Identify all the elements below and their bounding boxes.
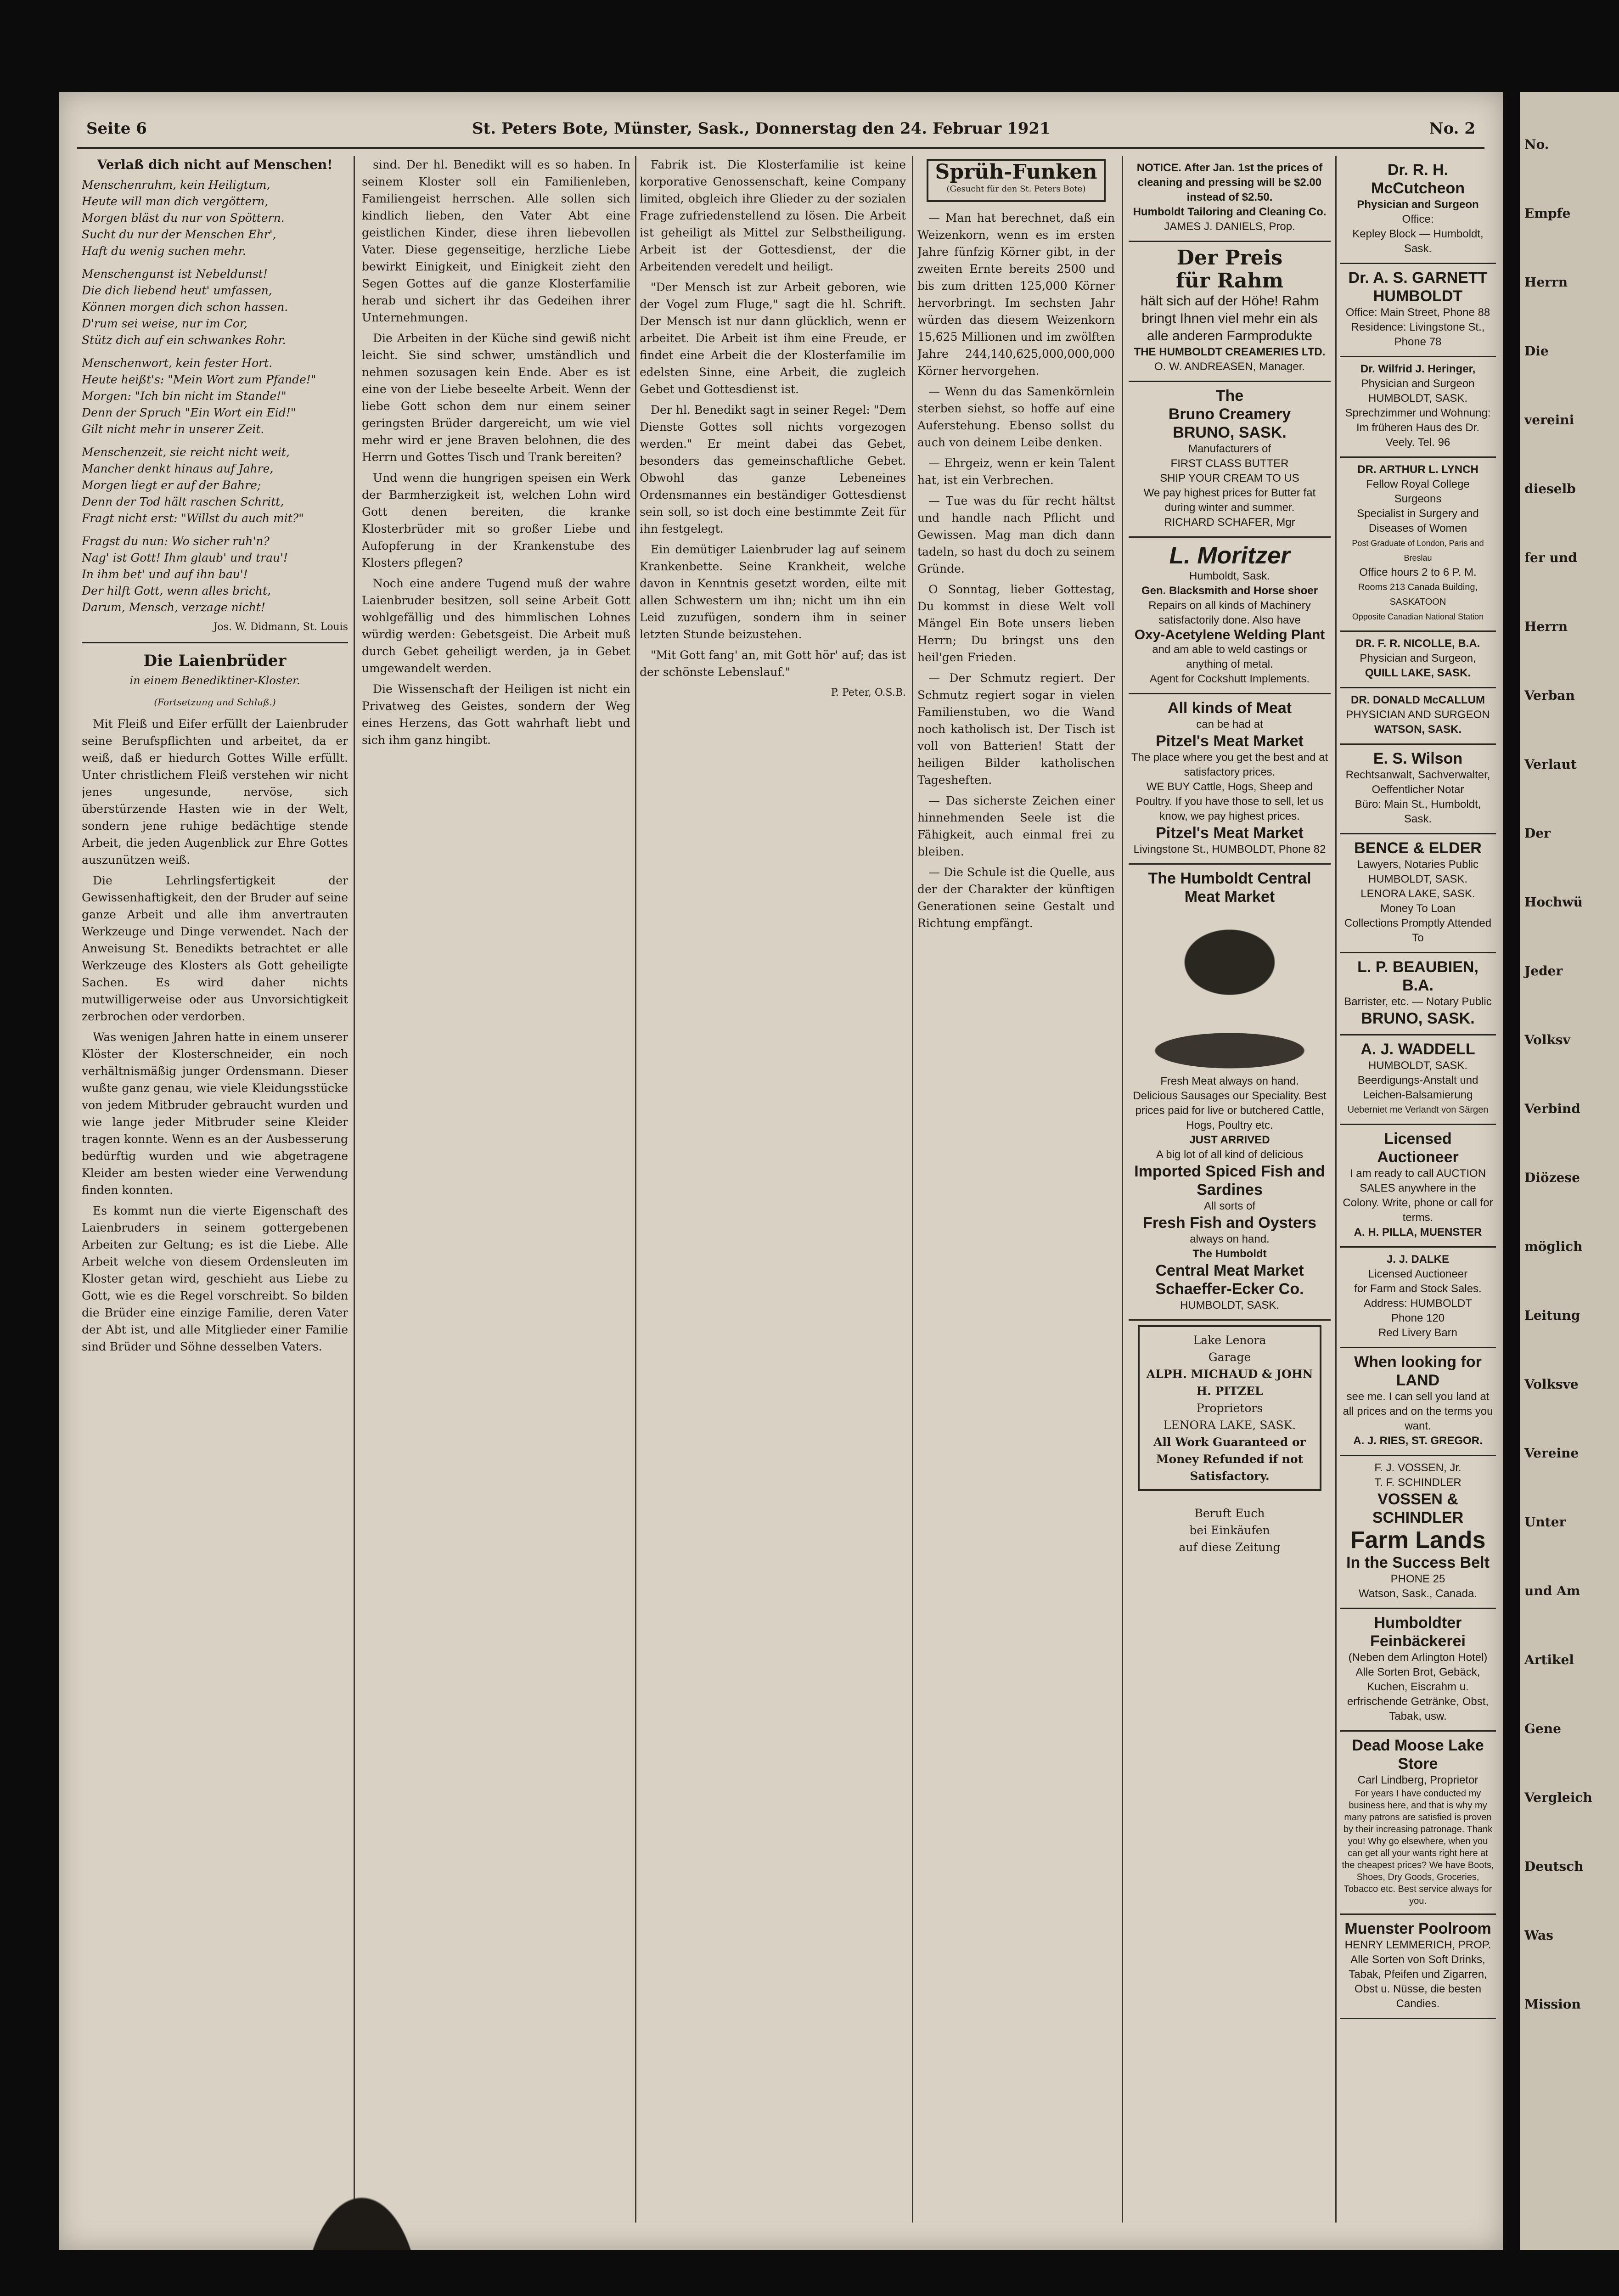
ad-mccallum [1340, 688, 1496, 745]
ad-text: Proprietors [1196, 1401, 1263, 1415]
ad-text: Gen. Blacksmith and Horse shoer [1141, 585, 1318, 597]
ad-text: Licensed Auctioneer [1368, 1268, 1468, 1280]
poem-line: Mancher denkt hinaus auf Jahre, [82, 462, 274, 475]
ad-feinbaeckerei [1340, 1609, 1496, 1732]
ad-lynch [1340, 458, 1496, 632]
ad-text: The Humboldt [1192, 1248, 1267, 1260]
poem-line: Fragst du nun: Wo sicher ruh'n? [82, 535, 270, 548]
poem-line: Die dich liebend heut' umfassen, [82, 284, 272, 297]
ad-text: Repairs on all kinds of Machinery satisfactorily done. Also have [1148, 599, 1311, 626]
meat-illustration [1142, 1030, 1317, 1071]
ad-the: The [1215, 387, 1244, 405]
ad-text: JUST ARRIVED [1189, 1134, 1270, 1146]
ad-name: A. J. RIES, ST. GREGOR. [1353, 1435, 1483, 1447]
ad-text: for Farm and Stock Sales. [1354, 1283, 1482, 1295]
column-divider [1335, 156, 1337, 2223]
poem-line: Darum, Mensch, verzage nicht! [82, 601, 265, 614]
ad-address: Büro: Main St., Humboldt, Sask. [1355, 798, 1481, 825]
thumb-shadow [288, 2167, 435, 2250]
ad-text: Lawyers, Notaries Public [1357, 858, 1479, 871]
newspaper-page [59, 92, 1503, 2250]
strip-line: Der [1524, 826, 1551, 841]
poem-line: Können morgen dich schon hassen. [82, 300, 288, 314]
ad-title: Licensed Auctioneer [1377, 1130, 1459, 1166]
ad-text: F. J. VOSSEN, Jr. [1374, 1462, 1462, 1474]
article-paragraph: Noch eine andere Tugend muß der wahre Laienbruder besitzen, soll seine Arbeit Gott wohlgefällig und des himmlischen Lohnes würdig werden: Gebetsgeist. Die Arbeit muß durch Gebet geheiligt werden, ja in Gebet umgewandelt werden. [362, 577, 630, 675]
ad-manager: RICHARD SCHAFER, Mgr [1164, 516, 1295, 529]
ad-text: In the Success Belt [1346, 1554, 1490, 1571]
poem-line: Stütz dich auf ein schwankes Rohr. [82, 333, 286, 347]
ad-manager: O. W. ANDREASEN, Manager. [1154, 360, 1305, 373]
strip-line: Volksve [1524, 1377, 1579, 1392]
ad-company: Pitzel's Meat Market [1156, 824, 1304, 842]
ad-tailoring [1129, 156, 1331, 242]
cow-illustration [1142, 911, 1317, 1025]
ad-company: Bruno Creamery [1168, 405, 1291, 423]
strip-line: Vereine [1524, 1446, 1579, 1461]
masthead-line: St. Peters Bote, Münster, Sask., Donnerstag den 24. Februar 1921 [472, 119, 1051, 138]
article-paragraph: Fabrik ist. Die Klosterfamilie ist keine korporative Genossenschaft, keine Company limited, obgleich ihre Glieder zu der sozialen Frage zufriedenstellend zu lösen. Die Arbeit ist geheiligt als Mittel zur Selbstheiligung. Arbeit ist der Gottesdienst, der die Arbeitenden veredelt und heiligt. [640, 158, 906, 273]
ad-creameries [1129, 242, 1331, 382]
strip-line: No. [1524, 137, 1549, 152]
poem-line: Heute heißt's: "Mein Wort zum Pfande!" [82, 373, 316, 386]
ad-ries [1340, 1348, 1496, 1456]
poem-line: Denn der Tod hält raschen Schritt, [82, 495, 284, 508]
ad-title: Der Preis [1176, 246, 1283, 270]
column-divider [1122, 156, 1123, 2223]
ad-text: bei Einkäufen [1189, 1524, 1270, 1537]
ad-vossen-schindler [1340, 1456, 1496, 1609]
ad-text: For years I have conducted my business here, and that is why my many patrons are satisfied is proven by their increasing patronage. Thank you! Why go elsewhere, when you can get all your wants right here at the cheapest prices? We have Boots, Shoes, Dry Goods, Groceries, Tobacco etc. Best service always for you. [1342, 1789, 1494, 1906]
article-paragraph: Mit Fleiß und Eifer erfüllt der Laienbruder seine Berufspflichten und arbeitet, da er weiß, daß er hiedurch Gottes Wille erfüllt. Unter christlichem Fleiß verstehen wir nicht jenes ungesunde, nervöse, sich überstürzende Hasten wie in der Welt, sondern jene ruhige bedächtige stende Arbeit, die jeden Augenblick zur Ehre Gottes auszunützen weiß. [82, 717, 348, 867]
ad-text: and am able to weld castings or anything of metal. [1152, 643, 1307, 670]
article-continued: (Fortsetzung und Schluß.) [154, 697, 276, 708]
ad-text: always on hand. [1190, 1233, 1270, 1245]
ad-heringer [1340, 357, 1496, 458]
ad-company: Garage [1208, 1351, 1251, 1364]
ad-town: BRUNO, SASK. [1173, 424, 1287, 441]
ad-name: E. S. Wilson [1373, 750, 1463, 767]
ad-name: Dr. Wilfrid J. Heringer, [1360, 363, 1476, 375]
ad-address: Rooms 213 Canada Building, SASKATOON [1358, 582, 1478, 607]
ad-town: Watson, Sask., Canada. [1359, 1587, 1477, 1600]
sprueh-subtitle: (Gesucht für den St. Peters Bote) [946, 184, 1086, 194]
ad-name: DR. ARTHUR L. LYNCH [1357, 463, 1478, 476]
ad-text: All Work Guaranteed or Money Refunded if not Satisfactory. [1153, 1435, 1306, 1483]
ad-text: Office: [1402, 213, 1434, 225]
poem-line: Morgen bläst du nur von Spöttern. [82, 211, 285, 225]
ad-town: Humboldt, Sask. [1189, 570, 1270, 582]
ad-name: DR. F. R. NICOLLE, B.A. [1355, 637, 1480, 650]
ad-text: Physician and Surgeon [1357, 198, 1479, 211]
ad-text: FIRST CLASS BUTTER [1170, 457, 1289, 470]
strip-line: Unter [1524, 1514, 1566, 1530]
ad-text: Office: Main Street, Phone 88 [1345, 306, 1490, 319]
ad-text: Beerdigungs-Anstalt und Leichen-Balsamierung [1357, 1074, 1478, 1101]
poem-title: Verlaß dich nicht auf Menschen! [97, 157, 333, 172]
ad-text: Rechtsanwalt, Sachverwalter, [1345, 769, 1490, 781]
page-header [59, 115, 1503, 147]
ad-town: HUMBOLDT, SASK. [1368, 873, 1468, 885]
sprueh-item: — Ehrgeiz, wenn er kein Talent hat, ist ein Verbrechen. [917, 456, 1115, 487]
article-title: Die Laienbrüder [143, 652, 287, 670]
issue-number: No. 2 [1429, 119, 1475, 138]
ad-moritzer [1129, 538, 1331, 694]
strip-line: möglich [1524, 1239, 1583, 1254]
ad-title: für Rahm [1175, 269, 1284, 293]
article-paragraph: Der hl. Benedikt sagt in seiner Regel: "Dem Dienste Gottes soll nichts vorgezogen werden." Er meint dabei das Gebet, besonders das gemeinschaftliche Gebet. Obwohl das ganze Lebeneines Ordensmannes ein beständiger Gottesdienst sein soll, so ist doch eine bestimmte Zeit für ihn festgelegt. [640, 403, 906, 535]
strip-line: Vergleich [1524, 1790, 1592, 1805]
strip-line: dieselb [1524, 481, 1576, 496]
ad-text: Delicious Sausages our Speciality. Best prices paid for live or butchered Cattle, Hogs, Poultry etc. [1133, 1090, 1327, 1131]
strip-line: Verbind [1524, 1101, 1580, 1116]
poem-line: Nag' ist Gott! Ihm glaub' und trau'! [82, 551, 288, 564]
poem-line: Der hilft Gott, wenn alles bricht, [82, 584, 271, 597]
ad-beruft-euch [1129, 1496, 1331, 1556]
strip-line: Verlaut [1524, 757, 1577, 772]
ad-text: I am ready to call AUCTION SALES anywhere in the Colony. Write, phone or call for terms. [1343, 1167, 1493, 1224]
ad-text: Collections Promptly Attended To [1344, 917, 1492, 944]
article-paragraph: "Der Mensch ist zur Arbeit geboren, wie der Vogel zum Fluge," sagt die hl. Schrift. Der Mensch ist nur dann glücklich, wenn er arbeitet. Die Arbeit ist ihm eine Freude, er findet eine Arbeit die der Klosterfamilie im edelsten Sinne, eine Arbeit, die zugleich Gebet und Gottesdienst ist. [640, 281, 906, 396]
poem-line: Fragt nicht erst: "Willst du auch mit?" [82, 512, 304, 525]
ad-town: WATSON, SASK. [1374, 723, 1462, 736]
sprueh-item: — Der Schmutz regiert. Der Schmutz regiert sogar in vielen Familienstuben, wo die Wand noch katholisch ist. Der Tisch ist voll von Batterien! Statt der heiligen Bilder katholischen Tagesheften. [917, 671, 1115, 787]
sprueh-item: — Tue was du für recht hältst und handle nach Pflicht und Gewissen. Mag man dich dann tadeln, so hast du doch zu seinem Gründe. [917, 494, 1115, 575]
sprueh-item: — Die Schule ist die Quelle, aus der der Charakter der künftigen Generationen seine Gestalt und Richtung empfängt. [917, 866, 1115, 930]
poem-line: Morgen: "Ich bin nicht im Stande!" [82, 389, 287, 403]
ad-text: Sprechzimmer und Wohnung: Im früheren Haus des Dr. Veely. Tel. 96 [1345, 407, 1491, 449]
article-paragraph: Ein demütiger Laienbruder lag auf seinem Krankenbette. Seine Krankheit, welche davon in Kenntnis gesetzt worden, eilte mit allen Schwestern um ihn; nicht um ihn ein Leid zuzufügen, sondern ihm in seiner letzten Stunde beizustehen. [640, 543, 906, 641]
ad-muenster-poolroom [1340, 1915, 1496, 2019]
ad-text: can be had at [1196, 718, 1263, 731]
ad-text: Opposite Canadian National Station [1352, 612, 1484, 621]
ad-text: Fresh Meat always on hand. [1160, 1075, 1299, 1087]
strip-line: Mission [1524, 1997, 1581, 2012]
ad-text: Oxy-Acetylene Welding Plant [1134, 627, 1325, 642]
ad-text: PHYSICIAN AND SURGEON [1346, 709, 1490, 721]
ad-bruno-creamery [1129, 382, 1331, 538]
ad-company: Lake Lenora [1193, 1334, 1266, 1347]
ad-title: Muenster Poolroom [1344, 1920, 1491, 1937]
column-3 [640, 156, 906, 2223]
ad-text: Red Livery Barn [1378, 1327, 1458, 1339]
ad-mccutcheon [1340, 156, 1496, 264]
ad-text: see me. I can sell you land at all prices and on the terms you want. [1343, 1390, 1493, 1432]
header-rule [77, 147, 1484, 149]
ad-text: Physician and Surgeon, [1360, 652, 1476, 664]
ad-address: Address: HUMBOLDT [1363, 1297, 1473, 1310]
poem-line: In ihm bet' und auf ihn bau'! [82, 568, 248, 581]
ad-text: Central Meat Market [1155, 1262, 1304, 1279]
sprueh-item: O Sonntag, lieber Gottestag, Du kommst in diese Welt voll Mängel Ein Bote unsers lieben Herrn; Du bringst uns den heil'gen Frieden. [917, 583, 1115, 664]
ad-text: Residence: Livingstone St., Phone 78 [1351, 321, 1485, 348]
ad-text: SHIP YOUR CREAM TO US [1160, 472, 1299, 484]
strip-line: Jeder [1524, 963, 1563, 979]
ad-company: L. Moritzer [1169, 542, 1290, 569]
ad-title: The Humboldt Central Meat Market [1148, 870, 1311, 906]
poem-signature: Jos. W. Didmann, St. Louis [213, 621, 348, 633]
ad-text: Post Graduate of London, Paris and Breslau [1352, 539, 1484, 563]
ad-text: Beruft Euch [1194, 1507, 1265, 1520]
strip-line: Artikel [1524, 1652, 1574, 1667]
ad-town: LENORA LAKE, SASK. [1163, 1418, 1296, 1432]
article-paragraph: Die Lehrlingsfertigkeit der Gewissenhaftigkeit, den der Bruder auf seine ganze Arbeit und alle ihm anvertrauten Werkzeuge und Dinge verwendet. Nach der Anweisung St. Benedikts betrachtet er alle Werkzeuge des Klosters als Gott geheiligte Sachen. Es wird daher nichts mutwilligerweise oder aus Unvorsichtigkeit zerbrochen oder verdorben. [82, 874, 348, 1023]
strip-line: Hochwü [1524, 895, 1583, 910]
ad-dead-moose-lake-store [1340, 1732, 1496, 1915]
ad-town: HUMBOLDT, SASK. [1180, 1299, 1280, 1311]
poem-line: Heute will man dich vergöttern, [82, 195, 269, 208]
ad-title: When looking for LAND [1354, 1353, 1482, 1389]
poem-line: Sucht du nur der Menschen Ehr', [82, 228, 276, 241]
ad-waddell [1340, 1035, 1496, 1125]
ad-text: Barrister, etc. — Notary Public [1344, 996, 1492, 1008]
ad-company: Schaeffer-Ecker Co. [1155, 1280, 1304, 1298]
ad-title: Farm Lands [1350, 1527, 1486, 1553]
ad-text: (Neben dem Arlington Hotel) [1348, 1651, 1488, 1664]
ad-text: Money To Loan [1380, 902, 1456, 915]
poem-line: Menschenzeit, sie reicht nicht weit, [82, 445, 290, 459]
ad-text: hält sich auf der Höhe! Rahm bringt Ihnen viel mehr ein als alle anderen Farmprodukte [1140, 293, 1319, 343]
ad-name: A. H. PILLA, MUENSTER [1354, 1226, 1482, 1238]
ad-name: VOSSEN & SCHINDLER [1372, 1491, 1464, 1526]
ad-text: Fellow Royal College Surgeons [1366, 478, 1470, 505]
adjacent-page-strip [1520, 92, 1619, 2250]
ad-garnett [1340, 264, 1496, 357]
ad-text: Alle Sorten von Soft Drinks, Tabak, Pfeifen und Zigarren, Obst u. Nüsse, die besten Candies. [1349, 1953, 1487, 2010]
ad-title: Humboldter Feinbäckerei [1370, 1614, 1466, 1650]
column-divider [354, 156, 355, 2223]
page-number: Seite 6 [86, 119, 147, 138]
poem-line: D'rum sei weise, nur im Cor, [82, 317, 247, 330]
ad-text: Agent for Cockshutt Implements. [1149, 673, 1310, 685]
strip-line: Volksv [1524, 1032, 1570, 1047]
ad-address: Livingstone St., HUMBOLDT, Phone 82 [1133, 843, 1326, 855]
sprueh-item: — Man hat berechnet, daß ein Weizenkorn, wenn es im ersten Jahre fünfzig Körner gibt, in der zweiten Ernte bereits 2500 und bis zum dritten 125,000 Körner hervorbringt. Im sechsten Jahr würden das diesem Weizenkorn 15,625 Millionen und im zwölften Jahre 244,140,625,000,000,000 Körner hervorgehen. [917, 211, 1115, 377]
article-subtitle: in einem Benediktiner-Kloster. [129, 674, 300, 687]
strip-line: und Am [1524, 1583, 1580, 1598]
strip-line: Empfe [1524, 206, 1571, 221]
column-6-directory [1340, 156, 1496, 2223]
ad-dalke [1340, 1248, 1496, 1348]
ad-text: The place where you get the best and at satisfactory prices. [1131, 751, 1328, 778]
column-2 [362, 156, 630, 2223]
strip-line: Die [1524, 343, 1549, 359]
sprueh-funken-header [927, 159, 1106, 202]
strip-line: Diözese [1524, 1170, 1580, 1185]
ad-town: HUMBOLDT [1373, 287, 1463, 305]
column-5-ads [1129, 156, 1331, 2223]
article-paragraph: Und wenn die hungrigen speisen ein Werk der Barmherzigkeit ist, welchen Lohn wird Gott denen bereiten, die kranke Klosterbrüder mit so großer Liebe und Aufopferung in der Krankenstube des Klosters pflegen? [362, 471, 630, 569]
poem-line: Gilt nicht mehr in unserer Zeit. [82, 422, 264, 436]
ad-notice: NOTICE. After Jan. 1st the prices of cleaning and pressing will be $2.00 instead of $2.50. [1136, 162, 1323, 203]
ad-pilla [1340, 1125, 1496, 1248]
strip-line: Gene [1524, 1721, 1561, 1736]
ad-text: Specialist in Surgery and Diseases of Women [1357, 507, 1479, 535]
strip-line: Leitung [1524, 1308, 1580, 1323]
column-divider [635, 156, 636, 2223]
ad-text: Physician and Surgeon [1361, 377, 1475, 390]
strip-line: Herrn [1524, 619, 1568, 634]
ad-lake-lenora-garage [1138, 1325, 1321, 1491]
ad-text: We pay highest prices for Butter fat during winter and summer. [1143, 487, 1316, 514]
ad-title: All kinds of Meat [1167, 699, 1292, 717]
ad-text: T. F. SCHINDLER [1374, 1476, 1462, 1489]
ad-pitzel-meat [1129, 694, 1331, 865]
ad-text: auf diese Zeitung [1179, 1541, 1281, 1554]
ad-text: WE BUY Cattle, Hogs, Sheep and Poultry. If you have those to sell, let us know, we pay highest prices. [1136, 781, 1324, 822]
ad-text: Oeffentlicher Notar [1372, 783, 1464, 796]
ad-bence-elder [1340, 834, 1496, 953]
poem-line: Denn der Spruch "Ein Wort ein Eid!" [82, 406, 296, 419]
poem-line: Haft du wenig suchen mehr. [82, 244, 246, 258]
article-paragraph: Was wenigen Jahren hatte in einem unserer Klöster der Klosterschneider, ein noch verhältnismäßig junger Ordensmann. Dieser wußte ganz genau, wie viele Kleidungsstücke von jedem Mitbruder gebraucht wurden und wie lange jeder Mitbruder seine Kleider tragen konnte. Wenn es an der Ausbesserung bedürftig wurden und wie abgetragene Kleider am besten wieder eine Verwendung finden konnten. [82, 1030, 348, 1197]
ad-name: J. J. DALKE [1386, 1253, 1450, 1266]
article-paragraph: Die Arbeiten in der Küche sind gewiß nicht leicht. Sie sind schwer, umständlich und nehmen sozusagen kein Ende. Aber es ist eine von der Liebe beseelte Arbeit. Wenn der liebe Gott schon dem nur einem seiner geringsten Brüder dargereicht, um wie viel mehr wird er jene Braven belohnen, die des Herrn und Gottes Tisch und Trank bereiten? [362, 332, 630, 464]
ad-text: All sorts of [1203, 1200, 1256, 1212]
ad-name: BENCE & ELDER [1354, 839, 1482, 857]
ad-name: L. P. BEAUBIEN, B.A. [1357, 958, 1478, 994]
ad-proprietor: JAMES J. DANIELS, Prop. [1164, 220, 1295, 233]
strip-line: Herrn [1524, 275, 1568, 290]
strip-line: Verban [1524, 688, 1575, 703]
poem-line: Menschenwort, kein fester Hort. [82, 356, 273, 370]
article-paragraph: Die Wissenschaft der Heiligen ist nicht ein Privatweg des Geistes, sondern der Weg eines Herzens, das Gott wahrhaft liebt und sich ihm ganz hingibt. [362, 682, 630, 747]
column-1 [82, 156, 348, 2223]
ad-text: Phone 120 [1391, 1312, 1445, 1324]
ad-text: Manufacturers of [1188, 443, 1271, 455]
ad-text: Carl Lindberg, Proprietor [1357, 1774, 1478, 1786]
ad-name: Dr. R. H. McCutcheon [1371, 161, 1465, 197]
poem-line: Menschenruhm, kein Heiligtum, [82, 178, 270, 191]
article-paragraph: sind. Der hl. Benedikt will es so haben. In seinem Kloster soll ein Familienleben, Familiengeist herrschen. Alle sollen sich kindlich lieben, den Vater Abt eine geistlichen Kinder, diese ihren liebevollen Vater. Diese gegenseitige, herzliche Liebe bewirkt Einigkeit, und Einigkeit zieht den Segen Gottes auf die ganze Klosterfamilie herab und sichert ihr das Gedeihen ihrer Unternehmungen. [362, 158, 630, 324]
ad-text: Alle Sorten Brot, Gebäck, Kuchen, Eiscrahm u. erfrischende Getränke, Obst, Tabak, usw. [1347, 1666, 1489, 1722]
sprueh-item: — Das sicherste Zeichen einer hinnehmenden Seele ist die Fähigkeit, auch einmal frei zu bleiben. [917, 794, 1115, 858]
column-4 [917, 156, 1115, 2223]
strip-line: fer und [1524, 550, 1577, 565]
ad-text: Fresh Fish and Oysters [1143, 1214, 1316, 1232]
ad-text: Imported Spiced Fish and Sardines [1134, 1163, 1325, 1199]
ad-company: Humboldt Tailoring and Cleaning Co. [1133, 206, 1327, 218]
ad-text: ALPH. MICHAUD & JOHN H. PITZEL [1146, 1367, 1313, 1398]
ad-town: BRUNO, SASK. [1361, 1010, 1475, 1027]
ad-name: Dr. A. S. GARNETT [1348, 269, 1488, 287]
poem-line: Morgen liegt er auf der Bahre; [82, 478, 261, 492]
ad-address: Kepley Block — Humboldt, Sask. [1352, 228, 1484, 255]
ad-text: PHONE 25 [1390, 1573, 1445, 1585]
ad-town: QUILL LAKE, SASK. [1365, 667, 1471, 679]
ad-company: Pitzel's Meat Market [1156, 732, 1304, 750]
ad-beaubien [1340, 953, 1496, 1035]
ad-nicolle [1340, 632, 1496, 688]
strip-line: Deutsch [1524, 1859, 1584, 1874]
ad-title: Dead Moose Lake Store [1352, 1737, 1484, 1773]
ad-wilson [1340, 745, 1496, 834]
ad-town: LENORA LAKE, SASK. [1360, 888, 1475, 900]
ad-text: HENRY LEMMERICH, PROP. [1344, 1939, 1491, 1951]
article-paragraph: Es kommt nun die vierte Eigenschaft des Laienbruders in seinem gottergebenen Arbeiten zur Geltung; es ist die Liebe. Alle Arbeit welche von diesem Ordensleuten im Kloster getan wird, geschieht aus Liebe zu Gott, wie es die Regel vorschreibt. So bilden die Brüder eine einzige Familie, deren Vater der Abt ist, und alle Mitglieder einer Familie sind Brüder und Söhne desselben Vaters. [82, 1204, 348, 1353]
column-divider [912, 156, 913, 2223]
sprueh-item: — Wenn du das Samenkörnlein sterben siehst, so hoffe auf eine Auferstehung. Ebenso sollst du auch von deinem Leibe denken. [917, 385, 1115, 449]
ad-name: DR. DONALD McCALLUM [1351, 694, 1485, 706]
ad-text: A big lot of all kind of delicious [1156, 1148, 1304, 1161]
strip-line: vereini [1524, 412, 1574, 428]
sprueh-title: Sprüh-Funken [935, 160, 1097, 184]
ad-company: THE HUMBOLDT CREAMERIES LTD. [1134, 346, 1326, 358]
ad-town: HUMBOLDT, SASK. [1368, 1059, 1468, 1072]
strip-line: Was [1524, 1928, 1553, 1943]
ad-name: A. J. WADDELL [1360, 1041, 1475, 1058]
poem-line: Menschengunst ist Nebeldunst! [82, 267, 268, 281]
article-signature: P. Peter, O.S.B. [831, 687, 906, 698]
ad-text: Ueberniet me Verlandt von Särgen [1347, 1105, 1489, 1115]
ad-town: HUMBOLDT, SASK. [1368, 392, 1468, 405]
ad-text: Office hours 2 to 6 P. M. [1359, 566, 1477, 579]
ad-central-meat [1129, 865, 1331, 1321]
poem [82, 177, 348, 616]
adjacent-page-text [1520, 92, 1619, 2057]
article-paragraph: "Mit Gott fang' an, mit Gott hör' auf; das ist der schönste Lebenslauf." [640, 648, 906, 679]
